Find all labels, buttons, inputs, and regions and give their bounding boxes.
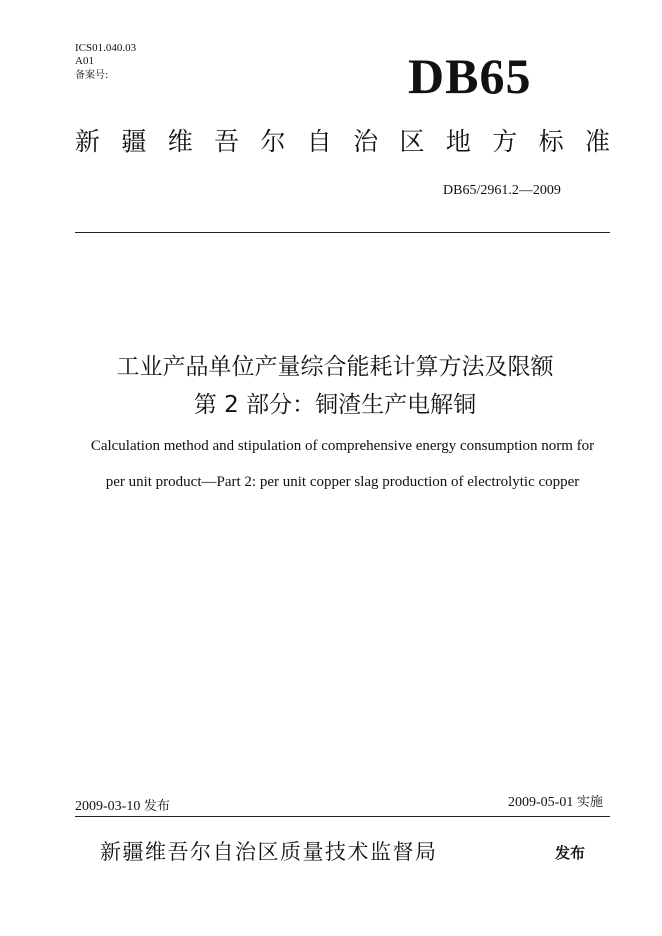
implementation-date [508,794,603,812]
standard-type-char: 尔 [260,127,286,156]
issue-date-word: 发布 [143,799,170,814]
standard-type-char: 吾 [214,127,240,156]
bottom-divider [75,816,610,817]
title-english-line-1: Calculation method and stipulation of comprehensive energy consumption norm for [90,438,595,454]
standard-type-char: 方 [492,127,518,156]
implementation-date-word: 实施 [576,795,603,810]
standard-type-char: 新 [75,127,101,156]
standard-type-char: 地 [445,127,471,156]
standard-logo: DB65 [408,48,532,104]
standard-type-char: 疆 [121,127,147,156]
title-chinese-line-1: 工业产品单位产量综合能耗计算方法及限额 [116,354,554,380]
standard-type-char: 准 [584,127,610,156]
publisher-name: 新疆维吾尔自治区质量技术监督局 [100,840,438,864]
ics-number: ICS01.040.03 [75,42,137,54]
issue-date [75,798,170,816]
standard-type-char: 标 [538,127,564,156]
issue-date-value: 2009-03-10 [75,799,141,814]
standard-type-char: 维 [167,127,193,156]
record-number-label: 备案号: [75,70,109,81]
title-english-line-2: per unit product—Part 2: per unit copper slag production of electrolytic copper [105,474,580,490]
standard-type-heading [75,122,610,162]
title-chinese-line-2: 第 2 部分：铜渣生产电解铜 [193,392,477,418]
top-divider [75,232,610,233]
classification-code: A01 [75,55,94,67]
standard-type-char: 自 [306,127,332,156]
standard-type-char: 区 [399,127,425,156]
implementation-date-value: 2009-05-01 [508,795,574,810]
publish-label: 发布 [555,844,586,862]
standard-code: DB65/2961.2—2009 [443,183,561,198]
standard-type-char: 治 [353,127,379,156]
